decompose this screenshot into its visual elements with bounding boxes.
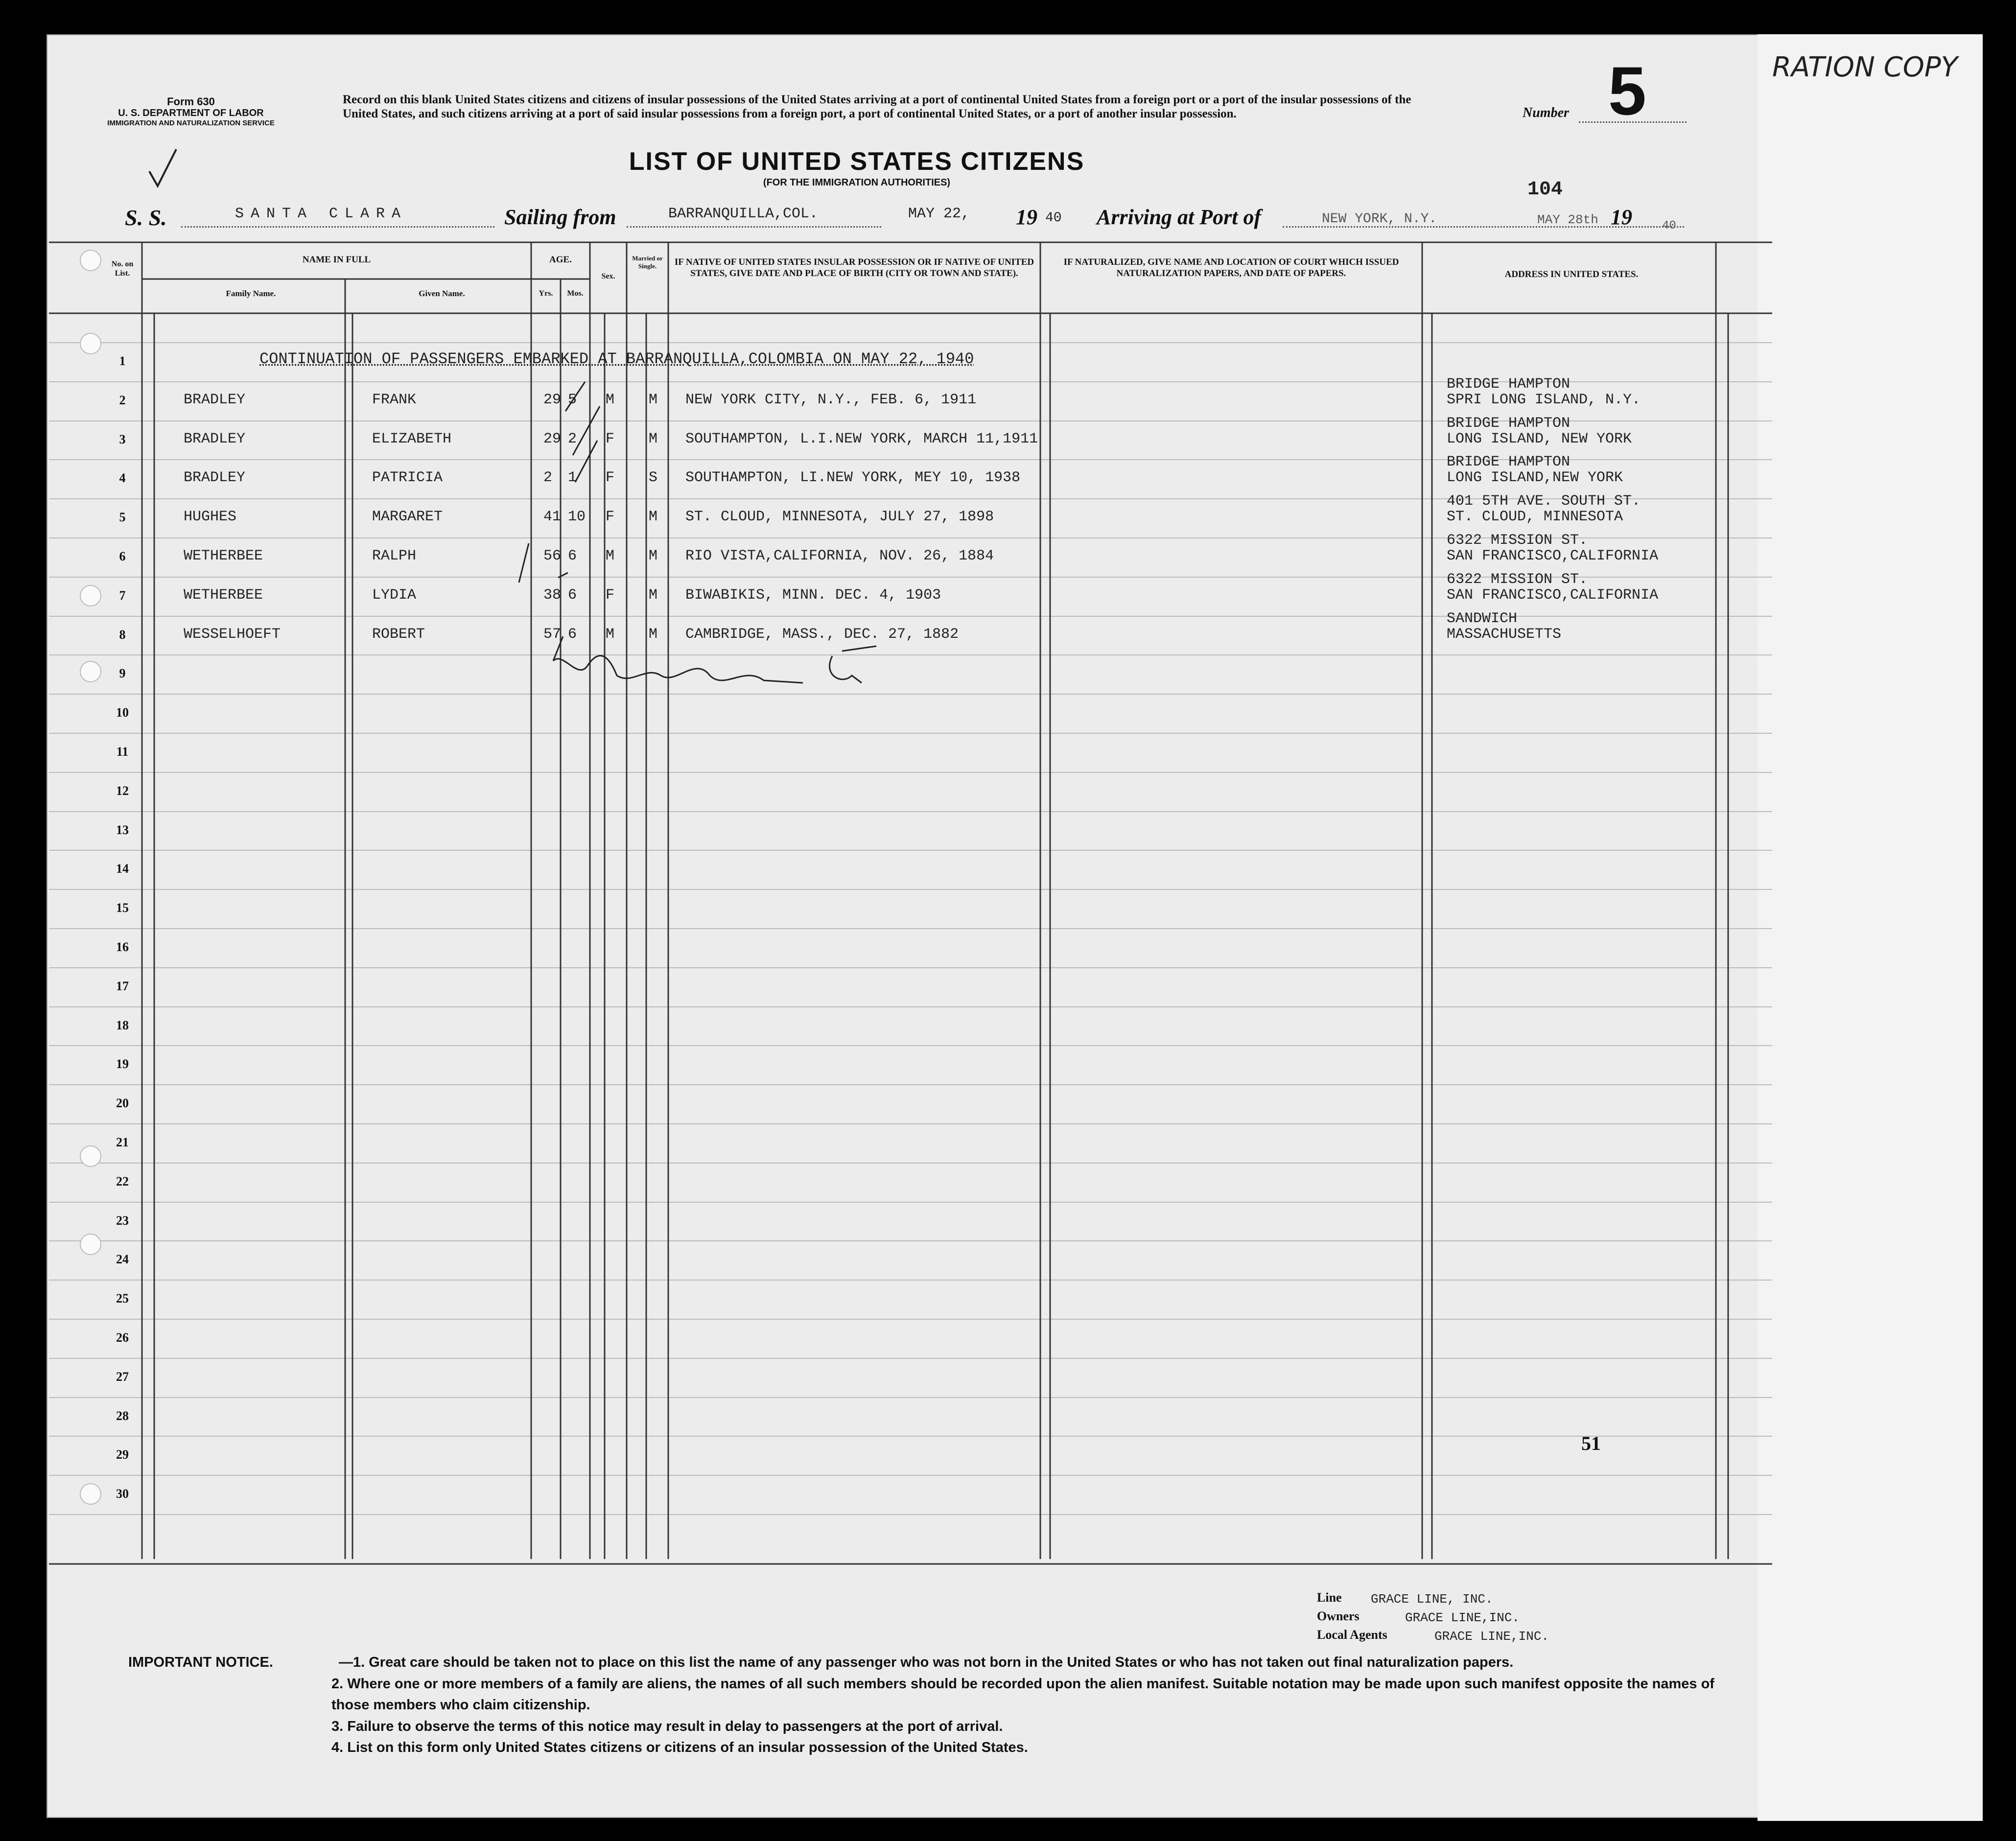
row-number: 4 <box>119 471 126 485</box>
marital-status: M <box>649 431 658 447</box>
birth-place-date: CAMBRIDGE, MASS., DEC. 27, 1882 <box>685 626 959 643</box>
row-number: 3 <box>119 432 126 446</box>
row-number: 22 <box>116 1174 129 1188</box>
age-years: 41 <box>543 509 562 525</box>
row-number: 1 <box>119 354 126 368</box>
address-line-1: 401 5TH AVE. SOUTH ST. <box>1447 493 1641 510</box>
binder-hole <box>80 1234 101 1255</box>
row-number: 10 <box>116 705 129 720</box>
marital-status: M <box>649 548 658 564</box>
sex: F <box>606 509 615 525</box>
year-suffix-1: 40 <box>1045 210 1062 226</box>
notice-item-4: 4. List on this form only United States citizens or citizens of an insular possession of the United States. <box>331 1740 1028 1755</box>
row-number: 6 <box>119 549 126 563</box>
family-name: WETHERBEE <box>184 548 263 564</box>
address-line-1: 6322 MISSION ST. <box>1447 532 1588 549</box>
row-number: 17 <box>116 979 129 993</box>
family-name: BRADLEY <box>184 469 246 486</box>
row-number: 15 <box>116 901 129 915</box>
col-yrs: Yrs. <box>539 289 553 298</box>
family-name: BRADLEY <box>184 392 246 408</box>
age-months: 2 <box>568 431 577 447</box>
row-number: 8 <box>119 628 126 642</box>
row-number: 14 <box>116 862 129 876</box>
age-months: 1 <box>568 469 577 486</box>
family-name: WETHERBEE <box>184 587 263 604</box>
row-number: 26 <box>116 1330 129 1345</box>
binder-hole <box>80 1145 101 1167</box>
address-line-1: BRIDGE HAMPTON <box>1447 415 1571 432</box>
address-line-2: SAN FRANCISCO,CALIFORNIA <box>1447 587 1659 604</box>
owners-label: Owners <box>1317 1609 1360 1623</box>
marital-status: M <box>649 509 658 525</box>
ss-label: S. S. <box>125 205 167 230</box>
agents-value: GRACE LINE,INC. <box>1434 1629 1549 1644</box>
sex: M <box>606 548 615 564</box>
sex: M <box>606 392 615 408</box>
given-name: FRANK <box>372 392 417 408</box>
birth-place-date: RIO VISTA,CALIFORNIA, NOV. 26, 1884 <box>685 548 994 564</box>
birth-place-date: SOUTHAMPTON, L.I.NEW YORK, MARCH 11,1911 <box>685 431 1038 447</box>
col-mos: Mos. <box>567 289 584 298</box>
corner-tab-text: RATION COPY <box>1772 51 1958 83</box>
address-line-1: BRIDGE HAMPTON <box>1447 454 1571 470</box>
age-years: 38 <box>543 587 562 604</box>
binder-hole <box>80 250 101 271</box>
age-years: 56 <box>543 548 562 564</box>
row-number: 23 <box>116 1213 129 1228</box>
year-label-2: 19 <box>1611 205 1632 229</box>
given-name: RALPH <box>372 548 417 564</box>
number-label: Number <box>1523 105 1569 120</box>
col-married: Married or Single. <box>632 255 663 270</box>
col-name-in-full: NAME IN FULL <box>302 255 371 265</box>
row-number: 27 <box>116 1370 129 1384</box>
binder-hole <box>80 585 101 606</box>
family-name: WESSELHOEFT <box>184 626 281 643</box>
arriving-label: Arriving at Port of <box>1097 205 1262 229</box>
address-line-2: SPRI LONG ISLAND, N.Y. <box>1447 392 1641 408</box>
col-given: Given Name. <box>419 289 465 298</box>
row-number: 30 <box>116 1487 129 1501</box>
notice-heading: IMPORTANT NOTICE. <box>128 1655 273 1670</box>
sex: F <box>606 469 615 486</box>
age-months: 5 <box>568 392 577 408</box>
year-suffix-2: 40 <box>1662 219 1676 233</box>
col-naturalized: IF NATURALIZED, GIVE NAME AND LOCATION OF COURT WHICH ISSUED NATURALIZATION PAPERS, AND DATE OF PAPERS. <box>1063 257 1399 279</box>
sex: F <box>606 431 615 447</box>
address-line-1: 6322 MISSION ST. <box>1447 571 1588 588</box>
col-no: No. on List. <box>111 260 134 278</box>
row-number: 21 <box>116 1135 129 1149</box>
arrival-date: MAY 28th <box>1537 212 1598 227</box>
manifest-number: 5 <box>1608 52 1646 129</box>
notice-item-3: 3. Failure to observe the terms of this notice may result in delay to passengers at the port of arrival. <box>331 1718 1003 1734</box>
col-native: IF NATIVE OF UNITED STATES INSULAR POSSESSION OR IF NATIVE OF UNITED STATES, GIVE DATE AND PLACE OF BIRTH (CITY OR TOWN AND STATE). <box>674 257 1034 279</box>
age-years: 29 <box>543 392 562 408</box>
row-number: 24 <box>116 1252 129 1266</box>
binder-hole <box>80 1483 101 1505</box>
page-stamp: 104 <box>1527 179 1563 201</box>
given-name: LYDIA <box>372 587 417 604</box>
service: IMMIGRATION AND NATURALIZATION SERVICE <box>107 119 275 128</box>
row-number: 7 <box>119 588 126 603</box>
age-years: 57 <box>543 626 562 643</box>
marital-status: M <box>649 392 658 408</box>
owners-value: GRACE LINE,INC. <box>1405 1610 1520 1625</box>
binder-hole <box>80 333 101 354</box>
address-line-1: BRIDGE HAMPTON <box>1447 376 1571 393</box>
given-name: ELIZABETH <box>372 431 452 447</box>
col-sex: Sex. <box>601 272 615 280</box>
row-number: 20 <box>116 1096 129 1110</box>
age-months: 6 <box>568 626 577 643</box>
row-number: 25 <box>116 1291 129 1305</box>
age-years: 29 <box>543 431 562 447</box>
address-line-2: LONG ISLAND,NEW YORK <box>1447 469 1623 486</box>
birth-place-date: BIWABIKIS, MINN. DEC. 4, 1903 <box>685 587 941 604</box>
family-name: BRADLEY <box>184 431 246 447</box>
page-title: LIST OF UNITED STATES CITIZENS <box>629 147 1085 176</box>
page-subtitle: (FOR THE IMMIGRATION AUTHORITIES) <box>763 177 951 188</box>
address-line-2: SAN FRANCISCO,CALIFORNIA <box>1447 548 1659 564</box>
row-number: 2 <box>119 393 126 407</box>
line-value: GRACE LINE, INC. <box>1371 1592 1493 1607</box>
given-name: PATRICIA <box>372 469 443 486</box>
record-instructions: Record on this blank United States citizens and citizens of insular possessions of the United States arriving at a port of continental United States from a foreign port or a port of the insular possessions of the United States, and such citizens arriving at a port of said insular possessions from a foreign port, a port of continental United States, or a port of another insular possession. <box>343 93 1411 120</box>
line-label: Line <box>1317 1590 1342 1605</box>
age-months: 10 <box>568 509 586 525</box>
continuation-line: CONTINUATION OF PASSENGERS EMBARKED AT BARRANQUILLA,COLOMBIA ON MAY 22, 1940 <box>259 350 974 368</box>
col-address: ADDRESS IN UNITED STATES. <box>1504 269 1639 280</box>
arrival-port: NEW YORK, N.Y. <box>1322 211 1437 227</box>
footer-values <box>1371 1590 1549 1646</box>
row-number: 9 <box>119 666 126 680</box>
given-name: MARGARET <box>372 509 443 525</box>
sex: F <box>606 587 615 604</box>
row-number: 11 <box>116 745 129 759</box>
row-number: 19 <box>116 1057 129 1071</box>
sex: M <box>606 626 615 643</box>
row-number: 5 <box>119 510 126 524</box>
family-name: HUGHES <box>184 509 237 525</box>
form-number: Form 630 <box>167 95 215 108</box>
row-number: 12 <box>116 784 129 798</box>
row-number: 29 <box>116 1447 129 1462</box>
address-line-2: ST. CLOUD, MINNESOTA <box>1447 509 1623 525</box>
binder-hole <box>80 661 101 682</box>
notice-item-2: 2. Where one or more members of a family are aliens, the names of all such members should be recorded upon the alien manifest. Suitable notation may be made upon such manifest opposite the names of those members who claim citizenship. <box>331 1676 1714 1713</box>
marital-status: S <box>649 469 658 486</box>
address-line-2: MASSACHUSETTS <box>1447 626 1562 643</box>
sailing-date: MAY 22, <box>908 206 970 222</box>
col-family: Family Name. <box>226 289 276 298</box>
sailing-from: BARRANQUILLA,COL. <box>668 206 819 222</box>
ship-name: SANTA CLARA <box>235 206 408 222</box>
birth-place-date: NEW YORK CITY, N.Y., FEB. 6, 1911 <box>685 392 977 408</box>
important-notice <box>128 1652 1744 1759</box>
row-number: 13 <box>116 823 129 837</box>
given-name: ROBERT <box>372 626 425 643</box>
col-age: AGE. <box>549 255 572 265</box>
notice-item-1: —1. Great care should be taken not to place on this list the name of any passenger who was not born in the United States or who has not taken out final naturalization papers. <box>339 1655 1514 1670</box>
birth-place-date: ST. CLOUD, MINNESOTA, JULY 27, 1898 <box>685 509 994 525</box>
department: U. S. DEPARTMENT OF LABOR <box>118 108 264 119</box>
age-years: 2 <box>543 469 553 486</box>
sailing-label: Sailing from <box>504 205 616 229</box>
marital-status: M <box>649 587 658 604</box>
agents-label: Local Agents <box>1317 1628 1387 1642</box>
address-line-1: SANDWICH <box>1447 610 1518 627</box>
marital-status: M <box>649 626 658 643</box>
age-months: 6 <box>568 587 577 604</box>
stamp-51: 51 <box>1581 1432 1601 1454</box>
row-number: 16 <box>116 940 129 954</box>
year-label-1: 19 <box>1016 205 1037 229</box>
age-months: 6 <box>568 548 577 564</box>
row-number: 28 <box>116 1409 129 1423</box>
row-number: 18 <box>116 1018 129 1032</box>
birth-place-date: SOUTHAMPTON, LI.NEW YORK, MEY 10, 1938 <box>685 469 1021 486</box>
address-line-2: LONG ISLAND, NEW YORK <box>1447 431 1632 447</box>
